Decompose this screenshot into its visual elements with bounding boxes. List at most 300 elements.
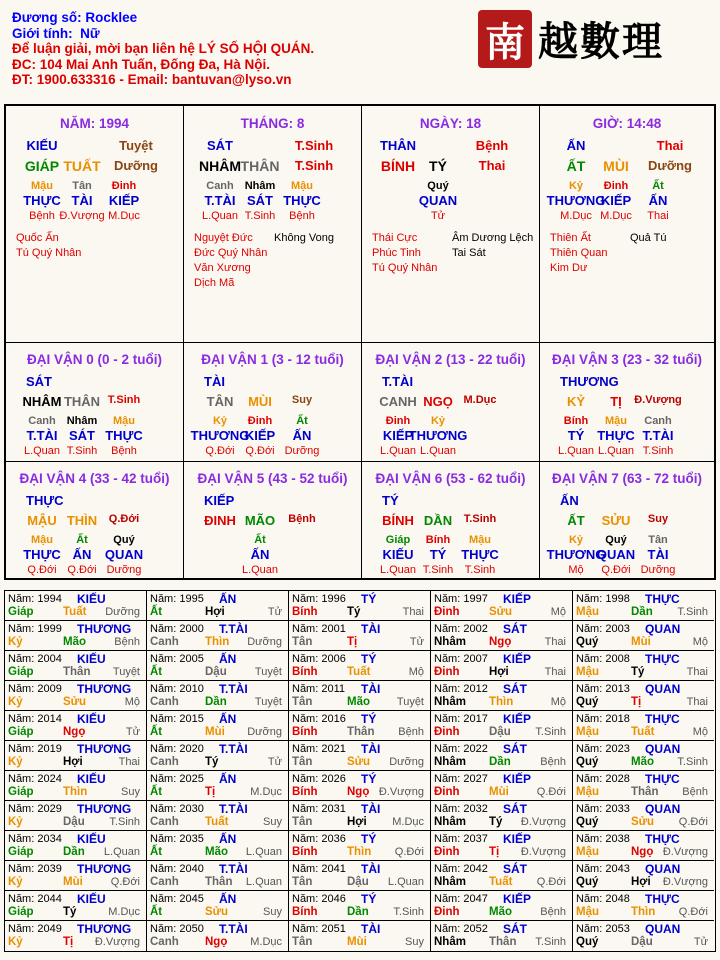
hidden-stem: Ất: [296, 415, 308, 427]
year-label: Năm: 2037: [434, 833, 488, 845]
stage: L.Quan: [23, 445, 61, 457]
year-stem: Ất: [150, 726, 163, 738]
hidden-stem: Ất: [76, 534, 88, 546]
year-label: Năm: 1994: [8, 593, 62, 605]
pillar-stem: TUẤT: [63, 158, 101, 174]
year-branch: Tý: [489, 816, 503, 828]
year-stage: Tuyệt: [112, 666, 140, 678]
stage: T.Sinh: [244, 210, 276, 222]
year-stage: T.Sinh: [677, 756, 708, 768]
year-branch: Thân: [63, 666, 91, 678]
year-branch: Mão: [205, 846, 228, 858]
hidden-star: KIẾU: [382, 547, 414, 562]
stage: T.Sinh: [464, 564, 496, 576]
year-stage: Đ.Vượng: [94, 936, 140, 948]
year-cell: [431, 891, 573, 921]
year-star: TÀI: [361, 742, 381, 756]
year-branch: Sửu: [489, 606, 513, 618]
year-branch: Mùi: [205, 726, 225, 738]
year-branch: Dậu: [347, 876, 369, 888]
stage: Dưỡng: [640, 564, 676, 576]
hidden-stem: Giáp: [385, 534, 411, 546]
year-star: T.TÀI: [219, 742, 248, 756]
year-star: TÝ: [361, 592, 377, 606]
year-branch: Hợi: [347, 816, 367, 828]
year-branch: Mão: [63, 636, 86, 648]
year-branch: Thân: [347, 726, 375, 738]
dai-van-stem: MÃO: [244, 513, 276, 528]
dai-van-stem: MÙI: [248, 394, 272, 409]
year-stem: Nhâm: [434, 876, 466, 888]
stage: M.Dục: [560, 210, 592, 222]
year-branch: Tý: [63, 906, 77, 918]
year-star: SÁT: [503, 682, 527, 696]
hidden-star: THƯƠNG: [546, 547, 606, 562]
year-stage: Đ.Vượng: [662, 846, 708, 858]
stage: L.Quan: [241, 564, 279, 576]
pillar-stem: GIÁP: [24, 158, 60, 174]
year-stem: Tân: [292, 636, 313, 648]
pillar-title: NGÀY: 18: [419, 116, 482, 131]
year-branch: Ngọ: [631, 846, 654, 858]
year-branch: Tị: [205, 786, 216, 798]
pillar-cell: [184, 106, 362, 343]
year-stage: L.Quan: [245, 876, 282, 888]
year-stem: Giáp: [8, 606, 34, 618]
pillar-top: Bệnh: [475, 138, 509, 153]
hidden-stem: Tân: [72, 180, 92, 192]
year-cell: [5, 921, 147, 951]
year-label: Năm: 2008: [576, 653, 630, 665]
stage: Tử: [430, 210, 446, 222]
dai-van-cell: [540, 462, 714, 580]
year-cell: [431, 921, 573, 951]
year-stage: Thai: [686, 666, 708, 678]
year-stage: M.Dục: [392, 816, 424, 828]
hidden-star: THỰC: [23, 193, 61, 208]
hidden-star: QUAN: [418, 193, 458, 208]
year-star: QUAN: [645, 862, 681, 876]
year-stem: Canh: [150, 936, 179, 948]
hidden-stem: Canh: [206, 180, 234, 192]
year-cell: [5, 711, 147, 741]
year-stage: T.Sinh: [677, 606, 708, 618]
year-branch: Hợi: [631, 876, 651, 888]
hidden-stem: Canh: [28, 415, 56, 427]
year-stage: Q.Đới: [678, 816, 708, 828]
hidden-star: THƯƠNG: [190, 428, 250, 443]
star-left: Thiên Quan: [550, 247, 608, 259]
hidden-stem: Ất: [652, 180, 664, 192]
year-star: KIẾU: [77, 772, 106, 786]
year-branch: Thân: [489, 936, 517, 948]
year-branch: Mão: [631, 756, 654, 768]
year-cell: [431, 741, 573, 771]
dai-van-top: T.TÀI: [382, 374, 414, 389]
hidden-star: KIẾP: [244, 428, 276, 443]
year-cell: [147, 741, 289, 771]
pillar-top: Thai: [656, 138, 684, 153]
hidden-star: T.TÀI: [204, 193, 236, 208]
year-label: Năm: 2053: [576, 923, 630, 935]
year-cell: [431, 831, 573, 861]
year-stem: Bính: [292, 846, 318, 858]
year-branch: Mão: [489, 906, 512, 918]
year-cell: [147, 891, 289, 921]
year-stem: Tân: [292, 816, 313, 828]
hidden-stem: Bính: [563, 415, 589, 427]
stage: L.Quan: [201, 210, 239, 222]
year-star: SÁT: [503, 922, 527, 936]
year-label: Năm: 2047: [434, 893, 488, 905]
address-line: ĐC: 104 Mai Anh Tuấn, Đống Đa, Hà Nội.: [12, 56, 271, 72]
logo-text: 越數理: [538, 18, 664, 65]
year-star: ẤN: [219, 592, 237, 606]
gender-line: Giới tính: Nữ: [12, 25, 100, 41]
year-stem: Quý: [576, 756, 599, 768]
dai-van-top: THỰC: [26, 493, 64, 508]
year-branch: Sửu: [63, 696, 87, 708]
year-cell: [289, 681, 431, 711]
hidden-star: ẤN: [72, 547, 92, 562]
dai-van-stem: BÍNH: [382, 513, 414, 528]
yearly-table: [4, 590, 716, 952]
hidden-star: THƯƠNG: [546, 193, 606, 208]
year-stem: Canh: [150, 696, 179, 708]
year-branch: Tuất: [631, 726, 655, 738]
dai-van-top: TÀI: [204, 374, 225, 389]
year-stem: Bính: [292, 786, 318, 798]
pillar-top: ẤN: [566, 138, 586, 153]
dai-van-stem: Suy: [647, 513, 669, 525]
dai-van-title: ĐẠI VẬN 2 (13 - 22 tuổi): [375, 352, 526, 367]
year-stem: Kỷ: [8, 936, 23, 948]
year-cell: [5, 861, 147, 891]
year-branch: Thìn: [489, 696, 514, 708]
year-label: Năm: 1997: [434, 593, 488, 605]
year-star: KIẾU: [77, 832, 106, 846]
year-label: Năm: 2011: [292, 683, 345, 695]
year-stage: Q.Đới: [110, 876, 140, 888]
hidden-star: ẤN: [648, 193, 668, 208]
year-branch: Tý: [205, 756, 219, 768]
year-cell: [289, 921, 431, 951]
year-stage: Q.Đới: [536, 876, 566, 888]
year-stem: Nhâm: [434, 636, 466, 648]
year-branch: Tuất: [347, 666, 371, 678]
year-stage: Bệnh: [114, 636, 140, 648]
year-label: Năm: 2045: [150, 893, 204, 905]
year-stem: Quý: [576, 936, 599, 948]
year-star: ẤN: [219, 892, 237, 906]
year-label: Năm: 2005: [150, 653, 204, 665]
year-star: THỰC: [645, 832, 680, 846]
year-label: Năm: 2052: [434, 923, 488, 935]
year-stem: Giáp: [8, 726, 34, 738]
year-stem: Bính: [292, 906, 318, 918]
hidden-stem: Mậu: [605, 415, 627, 427]
pillar-stem: T.Sinh: [294, 158, 334, 173]
year-star: THỰC: [645, 652, 680, 666]
star-left: Tú Quý Nhân: [372, 262, 438, 274]
year-stage: Tử: [693, 936, 708, 948]
year-stage: Mộ: [692, 636, 708, 648]
year-stage: Mộ: [408, 666, 424, 678]
year-star: QUAN: [645, 802, 681, 816]
year-cell: [147, 681, 289, 711]
year-branch: Dần: [63, 846, 85, 858]
year-cell: [573, 711, 714, 741]
year-stem: Quý: [576, 876, 599, 888]
hidden-stem: Đinh: [385, 415, 411, 427]
year-star: TÀI: [361, 802, 381, 816]
year-stage: Dưỡng: [389, 756, 424, 768]
year-star: TÝ: [361, 652, 377, 666]
year-stem: Tân: [292, 876, 313, 888]
year-label: Năm: 2020: [150, 743, 204, 755]
dai-van-stem: ẤT: [567, 513, 585, 528]
year-cell: [573, 891, 714, 921]
year-branch: Hợi: [205, 606, 225, 618]
year-stem: Giáp: [8, 906, 34, 918]
year-branch: Tý: [347, 606, 361, 618]
year-label: Năm: 2033: [576, 803, 630, 815]
year-star: QUAN: [645, 922, 681, 936]
year-stem: Đinh: [434, 846, 460, 858]
year-star: ẤN: [219, 712, 237, 726]
year-stem: Mậu: [576, 606, 599, 618]
year-branch: Mùi: [489, 786, 509, 798]
year-label: Năm: 2039: [8, 863, 62, 875]
year-label: Năm: 2019: [8, 743, 62, 755]
hidden-star: KIẾP: [108, 193, 140, 208]
hidden-stem: Mậu: [113, 415, 135, 427]
year-star: TÀI: [361, 862, 381, 876]
year-star: TÝ: [361, 832, 377, 846]
year-label: Năm: 2030: [150, 803, 204, 815]
dai-van-stem: NHÂM: [22, 394, 62, 409]
year-stage: Mộ: [692, 726, 708, 738]
year-stem: Ất: [150, 606, 163, 618]
dai-van-top: THƯƠNG: [560, 374, 619, 389]
year-stem: Tân: [292, 936, 313, 948]
dai-van-title: ĐẠI VẬN 1 (3 - 12 tuổi): [201, 352, 344, 367]
dai-van-stem: TỊ: [610, 394, 622, 409]
hidden-star: ẤN: [292, 428, 312, 443]
year-stem: Đinh: [434, 786, 460, 798]
hidden-stem: Đinh: [603, 180, 629, 192]
year-label: Năm: 2040: [150, 863, 204, 875]
year-cell: [289, 831, 431, 861]
year-stage: M.Dục: [250, 786, 282, 798]
dai-van-title: ĐẠI VẬN 5 (43 - 52 tuổi): [197, 471, 348, 486]
year-star: KIẾP: [503, 592, 532, 606]
dai-van-stem: DẦN: [423, 513, 453, 528]
pillar-title: THÁNG: 8: [240, 116, 305, 131]
year-label: Năm: 2002: [434, 623, 488, 635]
star-left: Đức Quý Nhân: [194, 247, 268, 259]
year-stage: Suy: [263, 906, 282, 918]
year-stage: Suy: [405, 936, 424, 948]
year-stem: Bính: [292, 726, 318, 738]
year-stage: Mộ: [550, 696, 566, 708]
year-branch: Thìn: [205, 636, 230, 648]
year-branch: Thân: [205, 876, 233, 888]
hidden-star: THƯƠNG: [408, 428, 468, 443]
year-branch: Tị: [347, 636, 358, 648]
year-star: QUAN: [645, 682, 681, 696]
year-label: Năm: 2016: [292, 713, 346, 725]
year-star: T.TÀI: [219, 802, 248, 816]
dai-van-stem: THÌN: [66, 513, 98, 528]
hidden-star: QUAN: [104, 547, 144, 562]
year-stem: Mậu: [576, 786, 599, 798]
year-stage: M.Dục: [250, 936, 282, 948]
hidden-star: SÁT: [69, 428, 95, 443]
year-branch: Mão: [347, 696, 370, 708]
dai-van-stem: Q.Đới: [108, 513, 140, 525]
year-branch: Tị: [63, 936, 74, 948]
dai-van-cell: [362, 462, 540, 580]
year-cell: [431, 861, 573, 891]
year-stage: Dưỡng: [105, 606, 140, 618]
pillar-title: GIỜ: 14:48: [592, 116, 662, 131]
pillar-cell: [540, 106, 714, 343]
year-cell: [147, 591, 289, 621]
year-cell: [573, 921, 714, 951]
year-branch: Mùi: [631, 636, 651, 648]
dai-van-stem: Bệnh: [288, 513, 316, 525]
year-star: T.TÀI: [219, 862, 248, 876]
year-star: THƯƠNG: [77, 922, 132, 936]
year-star: TÀI: [361, 922, 381, 936]
year-label: Năm: 2014: [8, 713, 62, 725]
dai-van-title: ĐẠI VẬN 4 (33 - 42 tuổi): [19, 471, 170, 486]
year-star: TÀI: [361, 622, 381, 636]
year-label: Năm: 2013: [576, 683, 630, 695]
year-star: THƯƠNG: [77, 742, 132, 756]
stage: L.Quan: [419, 445, 457, 457]
year-stem: Nhâm: [434, 696, 466, 708]
year-star: T.TÀI: [219, 622, 248, 636]
year-star: KIẾU: [77, 712, 106, 726]
year-cell: [289, 891, 431, 921]
dai-van-cell: [540, 343, 714, 462]
year-stage: Tuyệt: [254, 696, 282, 708]
dai-van-stem: THÂN: [63, 394, 101, 409]
year-branch: Sửu: [205, 906, 229, 918]
hidden-stem: Mậu: [31, 180, 53, 192]
year-branch: Hợi: [63, 756, 83, 768]
year-branch: Thìn: [63, 786, 88, 798]
year-stage: Suy: [121, 786, 140, 798]
year-label: Năm: 2015: [150, 713, 204, 725]
stage: Bệnh: [111, 445, 137, 457]
year-branch: Ngọ: [205, 936, 228, 948]
year-cell: [147, 621, 289, 651]
year-star: KIẾP: [503, 712, 532, 726]
year-cell: [289, 651, 431, 681]
dai-van-stem: NGỌ: [423, 394, 453, 409]
year-branch: Tuất: [205, 816, 229, 828]
year-stage: T.Sinh: [393, 906, 424, 918]
year-stem: Canh: [150, 816, 179, 828]
dai-van-cell: [184, 462, 362, 580]
year-stage: Đ.Vượng: [520, 846, 566, 858]
star-left: Tú Quý Nhân: [16, 247, 82, 259]
year-cell: [573, 801, 714, 831]
year-star: THỰC: [645, 592, 680, 606]
year-label: Năm: 2022: [434, 743, 488, 755]
year-stem: Giáp: [8, 786, 34, 798]
hidden-stem: Canh: [644, 415, 672, 427]
year-star: KIẾP: [503, 652, 532, 666]
dai-van-top: KIẾP: [204, 493, 235, 508]
year-stage: Bệnh: [398, 726, 424, 738]
year-stem: Nhâm: [434, 756, 466, 768]
hidden-star: SÁT: [247, 193, 273, 208]
hidden-star: THỰC: [105, 428, 143, 443]
hidden-stem: Mậu: [469, 534, 491, 546]
year-branch: Dậu: [631, 936, 653, 948]
dai-van-cell: [6, 343, 184, 462]
year-star: SÁT: [503, 862, 527, 876]
year-cell: [431, 591, 573, 621]
dai-van-stem: KỶ: [566, 394, 586, 409]
stage: Dưỡng: [106, 564, 142, 576]
hidden-star: TÀI: [71, 193, 93, 208]
year-stage: Tuyệt: [254, 666, 282, 678]
year-label: Năm: 2003: [576, 623, 630, 635]
year-label: Năm: 1998: [576, 593, 630, 605]
year-label: Năm: 2024: [8, 773, 62, 785]
year-label: Năm: 2006: [292, 653, 346, 665]
stage: Dưỡng: [284, 445, 320, 457]
hidden-star: ẤN: [250, 547, 270, 562]
year-stem: Bính: [292, 666, 318, 678]
pillar-title: NĂM: 1994: [59, 116, 130, 131]
year-cell: [5, 771, 147, 801]
year-stem: Giáp: [8, 846, 34, 858]
year-label: Năm: 2007: [434, 653, 488, 665]
year-stage: Dưỡng: [247, 726, 282, 738]
year-stem: Kỷ: [8, 636, 23, 648]
hidden-stem: Mậu: [291, 180, 313, 192]
year-branch: Mùi: [347, 936, 367, 948]
year-stage: T.Sinh: [109, 816, 140, 828]
year-stem: Đinh: [434, 606, 460, 618]
year-label: Năm: 2036: [292, 833, 346, 845]
year-cell: [5, 801, 147, 831]
owner-line: Đương số: Rocklee: [12, 10, 138, 25]
year-label: Năm: 2035: [150, 833, 204, 845]
year-cell: [5, 651, 147, 681]
hidden-stem: Nhâm: [244, 180, 276, 192]
year-star: QUAN: [645, 742, 681, 756]
hidden-star: TÝ: [429, 547, 447, 562]
year-cell: [147, 711, 289, 741]
hidden-stem: Nhâm: [66, 415, 98, 427]
year-label: Năm: 2042: [434, 863, 488, 875]
year-star: KIẾU: [77, 592, 106, 606]
year-cell: [573, 621, 714, 651]
star-right: Âm Dương Lệch: [452, 232, 534, 244]
year-branch: Dần: [631, 606, 653, 618]
year-cell: [5, 681, 147, 711]
year-star: KIẾU: [77, 892, 106, 906]
year-label: Năm: 2012: [434, 683, 488, 695]
stage: Bệnh: [289, 210, 315, 222]
